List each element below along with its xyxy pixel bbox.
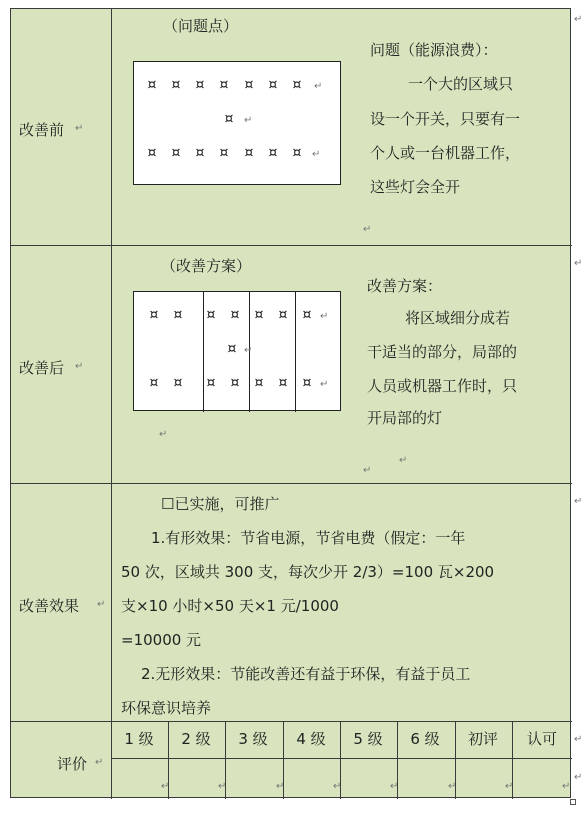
paragraph-mark: ↵ [320,311,329,322]
grade-cell-initial: 初评 [467,730,498,748]
lamp-icon: ¤ [278,307,288,323]
after-label: 改善后 [19,359,65,377]
lamp-icon: ¤ [173,375,183,391]
evaluation-label: 评价 [57,755,88,773]
paragraph-mark: ↵ [390,781,399,792]
lamp-icon: ¤ [230,375,240,391]
paragraph-mark: ↵ [574,14,583,25]
label-column-divider [111,9,112,799]
effect-intangible-line-2: 环保意识培养 [121,699,212,717]
grade-cell-5: 5 级 [353,730,383,748]
paragraph-mark: ↵ [75,123,84,134]
paragraph-mark: ↵ [218,781,227,792]
before-diagram [133,61,341,185]
paragraph-mark: ↵ [399,455,408,466]
paragraph-mark: ↵ [95,757,104,768]
paragraph-mark: ↵ [159,429,168,440]
grade-cell-1: 1 级 [124,730,154,748]
lamp-icon: ¤ [224,111,234,127]
grade-header-row [111,721,572,799]
paragraph-mark: ↵ [75,361,84,372]
grade-cell-3: 3 级 [238,730,268,748]
paragraph-mark: ↵ [320,379,329,390]
effect-label: 改善效果 [19,597,80,615]
lamp-icon: ¤ [278,375,288,391]
before-desc-line-3: 设一个开关，只要有一 [370,110,521,128]
lamp-icon: ¤ [254,307,264,323]
paragraph-mark: ↵ [574,772,583,783]
grade-cell-6: 6 级 [410,730,440,748]
paragraph-mark: ↵ [363,465,372,476]
lamp-icon: ¤ [147,77,157,93]
paragraph-mark: ↵ [333,781,342,792]
paragraph-mark: ↵ [562,781,571,792]
lamp-icon: ¤ [268,77,278,93]
lamp-icon: ¤ [206,307,216,323]
lamp-icon: ¤ [268,145,278,161]
effect-tangible-line: 1.有形效果：节省电源，节省电费（假定：一年 [151,529,466,547]
before-caption: （问题点） [163,17,239,35]
lamp-icon: ¤ [219,145,229,161]
after-desc-line-1: 改善方案： [367,277,443,295]
row-divider-1 [11,245,572,246]
paragraph-mark: ↵ [161,781,170,792]
after-desc-line-3: 干适当的部分，局部的 [367,343,518,361]
before-label: 改善前 [19,121,65,139]
after-diagram [133,291,341,411]
paragraph-mark: ↵ [363,224,372,235]
table-resize-handle[interactable] [570,799,576,805]
after-desc-line-5: 开局部的灯 [367,409,443,427]
lamp-icon: ¤ [206,375,216,391]
lamp-icon: ¤ [171,145,181,161]
paragraph-mark: ↵ [574,258,583,269]
lamp-icon: ¤ [149,375,159,391]
before-desc-line-4: 个人或一台机器工作， [370,144,521,162]
row-divider-2 [11,483,572,484]
lamp-icon: ¤ [254,375,264,391]
kaizen-form [10,8,571,798]
paragraph-mark: ↵ [97,599,106,610]
lamp-icon: ¤ [227,341,237,357]
grade-cell-4: 4 级 [296,730,326,748]
paragraph-mark: ↵ [312,149,321,160]
lamp-icon: ¤ [244,145,254,161]
lamp-icon: ¤ [173,307,183,323]
zone-divider [295,292,296,412]
paragraph-mark: ↵ [276,781,285,792]
before-desc-line-2: 一个大的区域只 [408,75,514,93]
effect-status-line: ☐已实施，可推广 [161,495,280,513]
after-caption: （改善方案） [161,257,252,275]
lamp-icon: ¤ [230,307,240,323]
after-desc-line-2: 将区域细分成若 [405,309,511,327]
paragraph-mark: ↵ [448,781,457,792]
lamp-icon: ¤ [147,145,157,161]
lamp-icon: ¤ [292,145,302,161]
grade-cell-2: 2 级 [181,730,211,748]
paragraph-mark: ↵ [244,115,253,126]
after-desc-line-4: 人员或机器工作时，只 [367,377,518,395]
lamp-icon: ¤ [195,77,205,93]
lamp-icon: ¤ [195,145,205,161]
paragraph-mark: ↵ [574,734,583,745]
before-desc-line-5: 这些灯会全开 [370,178,461,196]
effect-calc-line-2: 支×10 小时×50 天×1 元/1000 [121,597,339,615]
lamp-icon: ¤ [244,77,254,93]
paragraph-mark: ↵ [314,81,323,92]
lamp-icon: ¤ [292,77,302,93]
paragraph-mark: ↵ [244,345,253,356]
paragraph-mark: ↵ [574,496,583,507]
paragraph-mark: ↵ [505,781,514,792]
lamp-icon: ¤ [219,77,229,93]
effect-total-line: =10000 元 [121,631,202,649]
lamp-icon: ¤ [302,375,312,391]
before-desc-line-1: 问题（能源浪费）： [370,41,498,59]
lamp-icon: ¤ [171,77,181,93]
effect-intangible-line: 2.无形效果：节能改善还有益于环保，有益于员工 [141,665,471,683]
grade-cell-approval: 认可 [526,730,557,748]
lamp-icon: ¤ [302,307,312,323]
lamp-icon: ¤ [149,307,159,323]
effect-calc-line-1: 50 次，区域共 300 支，每次少开 2/3）=100 瓦×200 [121,563,495,581]
